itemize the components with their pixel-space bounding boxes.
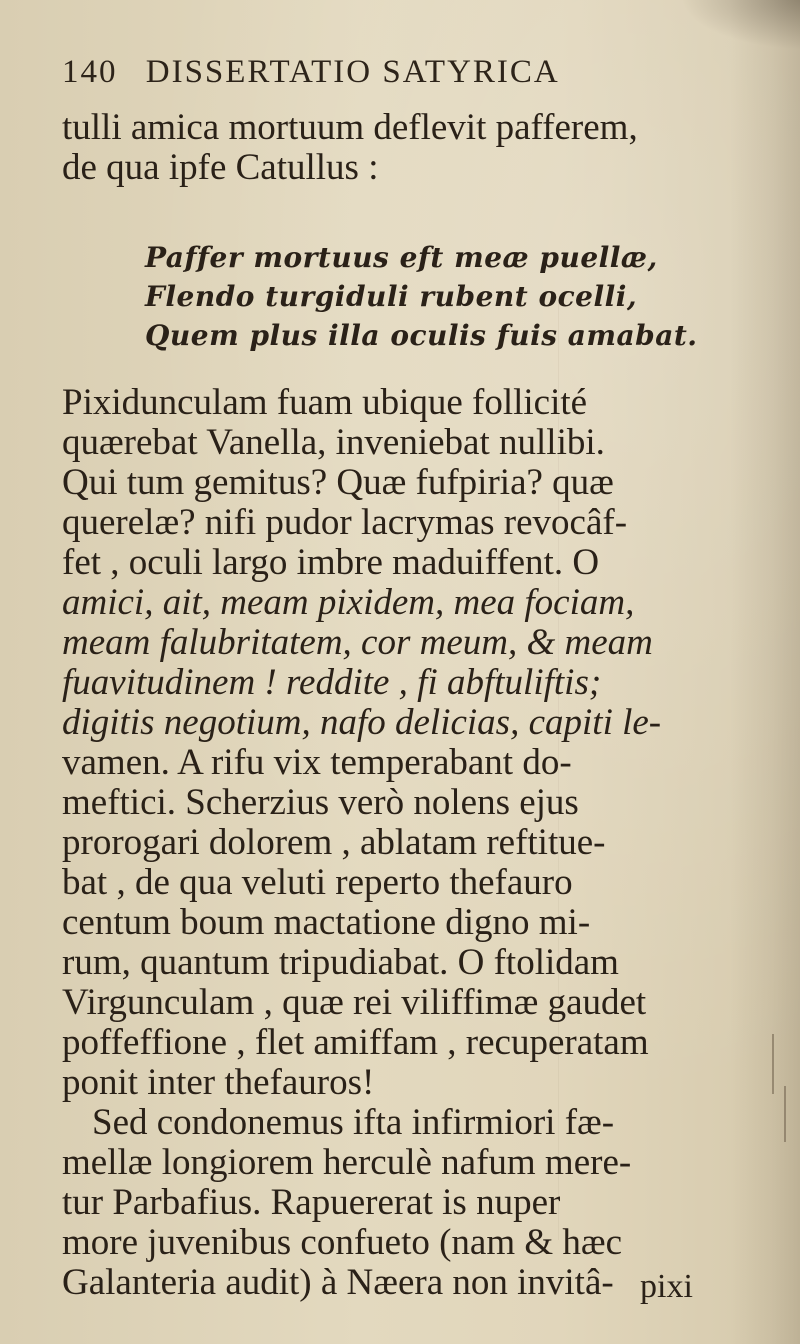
text-line: bat , de qua veluti reperto thefauro: [62, 862, 573, 903]
text-line: vamen. A rifu vix temperabant do-: [62, 742, 572, 783]
text-line: tur Parbafius. Rapuererat is nuper: [62, 1182, 561, 1223]
running-header: [62, 54, 702, 100]
catchword: pixi: [640, 1268, 693, 1305]
edge-mark: [784, 1086, 786, 1142]
text-line: fet , oculi largo imbre maduiffent. O: [62, 542, 600, 583]
text-line: prorogari dolorem , ablatam reftitue-: [62, 822, 606, 863]
text-line: Qui tum gemitus? Quæ fufpiria? quæ: [62, 462, 614, 503]
text-line: amici, ait, meam pixidem, mea fociam,: [62, 582, 635, 623]
corner-shadow: [680, 0, 800, 50]
text-line: meftici. Scherzius verò nolens ejus: [62, 782, 579, 823]
text-line: mellæ longiorem herculè nafum mere-: [62, 1142, 632, 1183]
text-line: poffeffione , flet amiffam , recuperatam: [62, 1022, 649, 1063]
verse-line: Quem plus illa oculis fuis amabat.: [145, 319, 698, 352]
text-line: fuavitudinem ! reddite , fi abftuliftis;: [62, 662, 602, 703]
text-line: more juvenibus confueto (nam & hæc: [62, 1222, 623, 1263]
text-line: quærebat Vanella, inveniebat nullibi.: [62, 422, 605, 463]
text-line: querelæ? nifi pudor lacrymas revocâf-: [62, 502, 628, 543]
intro-paragraph: [62, 108, 752, 188]
verse-line: Flendo turgiduli rubent ocelli,: [145, 280, 638, 313]
text-line: tulli amica mortuum deflevit pafferem,: [62, 107, 638, 148]
text-line: Pixidunculam fuam ubique follicité: [62, 382, 588, 423]
page-number: 140: [62, 54, 118, 90]
text-line: rum, quantum tripudiabat. O ftolidam: [62, 942, 619, 983]
body-paragraph: [62, 383, 752, 1303]
text-line: centum boum mactatione digno mi-: [62, 902, 591, 943]
text-line: ponit inter thefauros!: [62, 1062, 375, 1103]
verse-quotation: [145, 238, 705, 355]
text-line: Sed condonemus ifta infirmiori fæ-: [92, 1102, 615, 1143]
text-line: Virgunculam , quæ rei viliffimæ gaudet: [62, 982, 647, 1023]
verse-line: Paffer mortuus eft meæ puellæ,: [145, 241, 658, 274]
text-line: de qua ipfe Catullus :: [62, 147, 379, 188]
running-title: DISSERTATIO SATYRICA: [145, 54, 560, 90]
text-line: Galanteria audit) à Næera non invitâ-: [62, 1262, 614, 1303]
text-line: meam falubritatem, cor meum, & meam: [62, 622, 653, 663]
edge-mark: [772, 1034, 774, 1094]
text-line: digitis negotium, nafo delicias, capiti le-: [62, 702, 662, 743]
